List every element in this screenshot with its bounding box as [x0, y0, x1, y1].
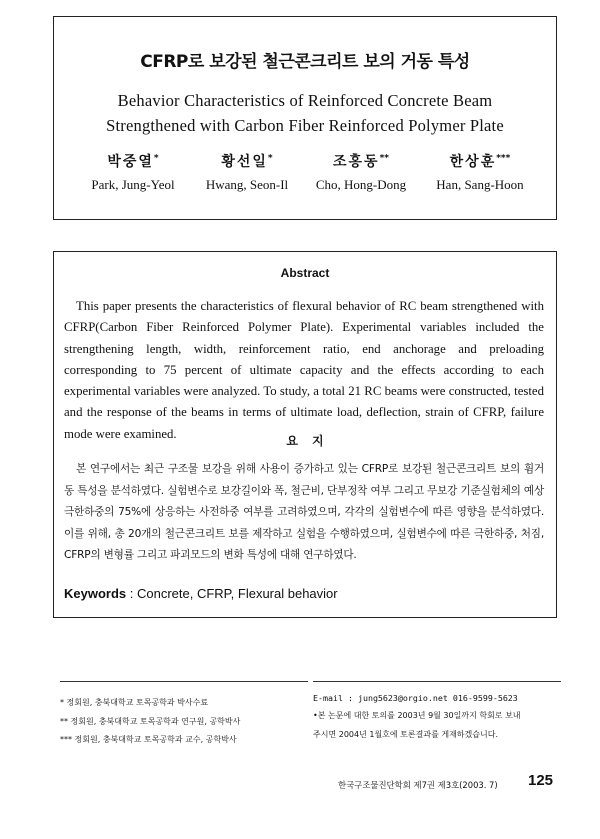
contact-and-discussion: [313, 689, 553, 744]
footnote-divider-left: [60, 681, 308, 682]
korean-abstract-body: 본 연구에서는 최근 구조물 보강을 위해 사용이 증가하고 있는 CFRP로 보강된 철근콘크리트 보의 휨거동 특성을 분석하였다. 실험변수로 보강길이와 폭, 철근비, 단부정착 여부 그리고 무보강 기준실험체의 예상극한하중의 75%에 상응하는 사전하중 여부를 고려하였으며, 각각의 실험변수에 따른 영향을 분석하였다. 이를 위해, 총 20개의 철근콘크리트 보를 제작하고 실험을 수행하였으며, 실험변수에 따른 극한하중, 처짐, CFRP의 변형률 그리고 파괴모드의 변화 특성에 대해 연구하였다.: [64, 463, 544, 562]
author-3-name-kr: 조홍동: [333, 154, 380, 170]
affiliation-2: ** 정회원, 충북대학교 토목공학과 연구원, 공학박사: [60, 716, 241, 726]
discussion-note-line-2: 주시면 2004년 1월호에 토론결과를 게재하겠습니다.: [313, 729, 498, 739]
abstract-heading: Abstract: [280, 266, 330, 280]
korean-title: CFRP로 보강된 철근콘크리트 보의 거동 특성: [140, 52, 470, 72]
author-affiliations: [60, 694, 310, 750]
author-2-name-en: Hwang, Seon-Il: [205, 177, 289, 192]
author-4: [415, 151, 545, 193]
author-4-name-kr: 한상훈: [449, 154, 497, 170]
affiliation-1: * 정회원, 충북대학교 토목공학과 박사수료: [60, 698, 209, 707]
author-3-mark: **: [379, 153, 389, 164]
author-3-name-en: Cho, Hong-Dong: [315, 177, 407, 192]
journal-reference: 한국구조물진단학회 제7권 제3호(2003. 7): [338, 780, 498, 790]
author-4-name-en: Han, Sang-Hoon: [436, 177, 524, 192]
author-4-mark: ***: [496, 153, 511, 164]
abstract-box: [53, 251, 557, 618]
author-2-mark: *: [267, 153, 273, 164]
title-box: [53, 16, 557, 220]
author-1-mark: *: [153, 153, 159, 164]
korean-abstract-heading: 요지: [286, 434, 338, 448]
author-1-name-kr: 박중열: [107, 154, 154, 170]
page-number: 125: [528, 772, 554, 789]
english-title-line-2: Strengthened with Carbon Fiber Reinforced Polymer Plate: [106, 116, 504, 135]
author-2: [182, 151, 312, 193]
keywords-label: Keywords: [64, 586, 127, 601]
author-1-name-en: Park, Jung-Yeol: [91, 177, 175, 192]
english-title-line-1: Behavior Characteristics of Reinforced Concrete Beam: [117, 91, 493, 110]
discussion-note-line-1: •본 논문에 대한 토의를 2003년 9월 30일까지 학회로 보내: [313, 711, 521, 721]
keywords: [64, 586, 338, 601]
author-1: [68, 151, 198, 193]
footnote-divider-right: [313, 681, 561, 682]
contact-email: E-mail : jung5623@orgio.net 016-9599-5623: [313, 693, 518, 703]
author-3: [296, 151, 426, 193]
affiliation-3: *** 정회원, 충북대학교 토목공학과 교수, 공학박사: [60, 735, 237, 744]
keywords-text: : Concrete, CFRP, Flexural behavior: [129, 586, 338, 601]
author-2-name-kr: 황선일: [221, 154, 268, 170]
abstract-body: This paper presents the characteristics of flexural behavior of RC beam strengthened with CFRP(Carbon Fiber Reinforced Polymer Plate). Experimental variables included the strengthening length, width, reinforcement ratio, end anchorage and preloading corresponding to 75 percent of ultimate capacity and the effects according to each experimental variables were analyzed. To study, a total 21 RC beams were constructed, tested and the response of the beams in terms of ultimate load, deflection, strain of CFRP, failure mode were examined.: [64, 299, 544, 441]
